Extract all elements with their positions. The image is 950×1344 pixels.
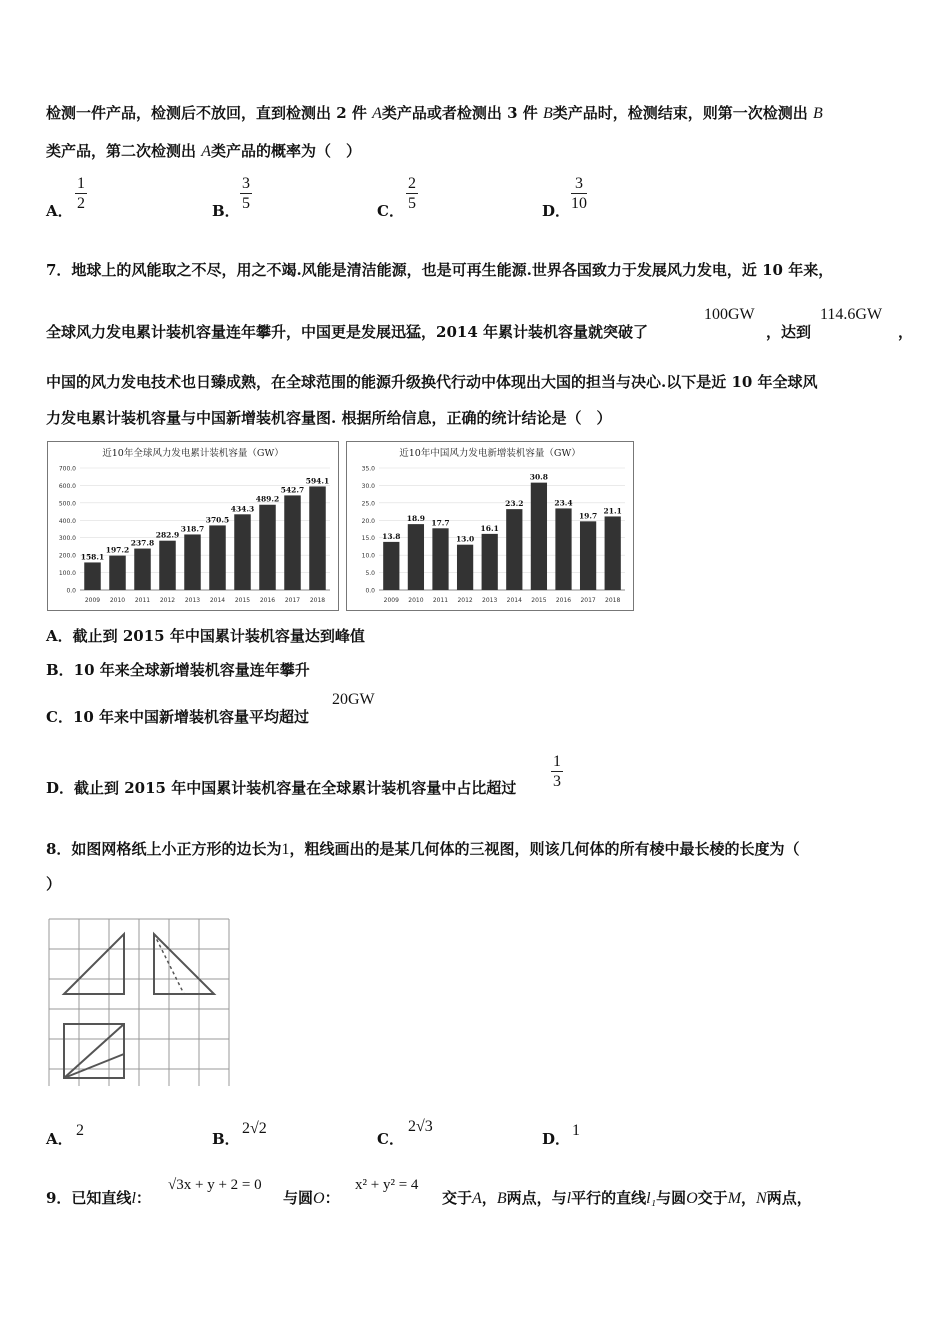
bar-2011 — [134, 549, 151, 590]
x-tick-label: 2014 — [506, 597, 522, 604]
q6-option-a-fraction: $\frac{1}{2}$ — [77, 175, 85, 212]
y-tick-label: 600.0 — [58, 482, 76, 490]
q7-line3: 中国的风力发电技术也日臻成熟，在全球范围的能源升级换代行动中体现出大国的担当与决心.以下是近 10 年全球风 — [46, 373, 818, 391]
three-view-grid-figure — [46, 918, 232, 1088]
q7-line2-mid: ，达到 — [766, 323, 812, 341]
q6-option-b-fraction: $\frac{3}{5}$ — [242, 175, 250, 212]
data-label-2018: 21.1 — [603, 506, 622, 516]
side-view-triangle — [154, 934, 214, 994]
q6-option-c[interactable]: C． — [377, 202, 404, 220]
x-tick-label: 2011 — [134, 597, 151, 604]
data-label-2009: 13.8 — [382, 531, 401, 541]
bar-2016 — [555, 508, 571, 590]
top-view-diagonal-2 — [64, 1054, 124, 1078]
q7-option-a[interactable]: A．截止到 2015 年中国累计装机容量达到峰值 — [46, 627, 365, 645]
data-label-2012: 13.0 — [455, 534, 475, 544]
data-label-2013: 318.7 — [180, 524, 205, 534]
data-label-2015: 30.8 — [529, 472, 549, 482]
china-new-capacity-chart — [346, 441, 634, 611]
bar-2013 — [184, 534, 201, 590]
y-tick-label: 0.0 — [365, 587, 375, 595]
q8-line1: 8．如图网格纸上小正方形的边长为1，粗线画出的是某几何体的三视图，则该几何体的所有棱中最长棱的长度为（ — [46, 840, 800, 858]
x-tick-label: 2015 — [234, 597, 251, 604]
data-label-2009: 158.1 — [80, 552, 105, 562]
top-view — [64, 1024, 124, 1078]
q7-option-d-fraction: $\frac{1}{3}$ — [553, 753, 561, 790]
front-view-triangle — [64, 934, 124, 994]
q9-line-equation: √3x + y + 2 = 0 — [168, 1177, 262, 1193]
q6-option-d-fraction: $\frac{3}{10}$ — [571, 175, 587, 212]
q8-option-b-value: 2√2 — [242, 1120, 267, 1137]
q9-text-c: 交于A，B两点，与l平行的直线l₁与圆O交于M，N两点， — [442, 1189, 812, 1207]
data-label-2010: 18.9 — [406, 514, 426, 524]
y-tick-label: 15.0 — [361, 535, 375, 543]
bar-2015 — [234, 514, 251, 590]
x-tick-label: 2015 — [531, 597, 547, 604]
bar-2015 — [531, 483, 547, 590]
y-tick-label: 20.0 — [361, 517, 375, 525]
y-tick-label: 400.0 — [58, 517, 76, 525]
x-tick-label: 2018 — [605, 597, 621, 604]
q6-line1: 检测一件产品，检测后不放回，直到检测出 2 件 A类产品或者检测出 3 件 B类产品时，检测结束，则第一次检测出 B — [46, 104, 823, 122]
bar-2009 — [84, 562, 101, 590]
bar-2014 — [506, 509, 522, 590]
bar-2013 — [482, 534, 498, 590]
data-label-2016: 489.2 — [255, 494, 280, 504]
q7-line2: 全球风力发电累计装机容量连年攀升，中国更是发展迅猛，2014 年累计装机容量就突破了 — [46, 323, 648, 341]
bar-2011 — [432, 528, 448, 590]
q8-option-c[interactable]: C． — [377, 1130, 404, 1148]
x-tick-label: 2012 — [457, 597, 473, 604]
bar-2012 — [159, 541, 176, 590]
chart-title: 近10年全球风力发电累计装机容量（GW） — [102, 448, 284, 459]
x-tick-label: 2017 — [580, 597, 596, 604]
q8-option-d-value: 1 — [572, 1122, 580, 1139]
data-label-2011: 237.8 — [130, 538, 155, 548]
y-tick-label: 30.0 — [361, 482, 375, 490]
bar-2017 — [580, 521, 596, 590]
bar-2012 — [457, 545, 473, 590]
front-view — [64, 934, 124, 994]
x-tick-label: 2011 — [432, 597, 449, 604]
bar-2014 — [209, 525, 226, 590]
q7-option-c[interactable]: C．10 年来中国新增装机容量平均超过 — [46, 708, 310, 726]
bar-2010 — [109, 556, 126, 590]
y-tick-label: 25.0 — [361, 500, 375, 508]
q7-option-b[interactable]: B．10 年来全球新增装机容量连年攀升 — [46, 661, 310, 679]
data-label-2013: 16.1 — [480, 523, 499, 533]
q6-option-a[interactable]: A． — [46, 202, 73, 220]
y-tick-label: 300.0 — [58, 535, 76, 543]
side-view — [154, 934, 214, 994]
y-tick-label: 200.0 — [58, 552, 76, 560]
grid-lines — [49, 919, 229, 1086]
y-tick-label: 100.0 — [58, 570, 76, 578]
bar-2009 — [383, 542, 399, 590]
x-tick-label: 2013 — [482, 597, 498, 604]
x-tick-label: 2012 — [159, 597, 176, 604]
x-tick-label: 2017 — [284, 597, 301, 604]
x-tick-label: 2018 — [309, 597, 326, 604]
data-label-2014: 370.5 — [205, 515, 230, 525]
x-tick-label: 2013 — [184, 597, 201, 604]
y-tick-label: 5.0 — [365, 570, 375, 578]
bar-2016 — [259, 505, 276, 590]
top-view-diagonal-1 — [64, 1024, 124, 1078]
q9-text-b: 与圆O： — [283, 1189, 340, 1207]
q6-option-c-fraction: $\frac{2}{5}$ — [408, 175, 416, 212]
y-tick-label: 0.0 — [66, 587, 76, 595]
china-new-capacity-chart-svg — [347, 442, 633, 610]
data-label-2012: 282.9 — [155, 530, 180, 540]
data-label-2011: 17.7 — [431, 518, 450, 528]
x-tick-label: 2016 — [555, 597, 572, 604]
q9-line1: 9．已知直线l： — [46, 1189, 151, 1207]
q6-option-d[interactable]: D． — [542, 202, 571, 220]
bar-2018 — [605, 516, 621, 590]
data-label-2016: 23.4 — [554, 498, 573, 508]
x-tick-label: 2009 — [84, 597, 101, 604]
q7-value-100gw: 100GW — [704, 306, 755, 323]
y-tick-label: 35.0 — [361, 465, 375, 473]
bar-2017 — [284, 495, 301, 590]
q7-option-c-value: 20GW — [332, 691, 375, 708]
q7-line2-end: ， — [898, 323, 914, 341]
x-tick-label: 2010 — [408, 597, 424, 604]
q8-option-a-value: 2 — [76, 1122, 84, 1139]
chart-title: 近10年中国风力发电新增装机容量（GW） — [399, 448, 581, 459]
q8-option-b[interactable]: B． — [212, 1130, 240, 1148]
q6-line2: 类产品，第二次检测出 A类产品的概率为（ ） — [46, 142, 362, 160]
q7-value-114gw: 114.6GW — [820, 306, 883, 323]
q8-option-c-value: 2√3 — [408, 1118, 433, 1135]
bar-2010 — [408, 524, 424, 590]
q8-line2: ） — [46, 875, 62, 893]
q9-circle-equation: x² + y² = 4 — [355, 1177, 419, 1193]
bar-2018 — [309, 486, 326, 590]
data-label-2015: 434.3 — [230, 504, 255, 514]
x-tick-label: 2009 — [383, 597, 399, 604]
q6-option-b[interactable]: B． — [212, 202, 240, 220]
global-capacity-chart — [47, 441, 339, 611]
q8-option-d[interactable]: D． — [542, 1130, 571, 1148]
q7-line1: 7．地球上的风能取之不尽，用之不竭.风能是清洁能源，也是可再生能源.世界各国致力于发展风力发电，近 10 年来， — [46, 261, 834, 279]
y-tick-label: 500.0 — [58, 500, 76, 508]
data-label-2010: 197.2 — [105, 545, 130, 555]
x-tick-label: 2010 — [109, 597, 126, 604]
q7-option-d[interactable]: D．截止到 2015 年中国累计装机容量在全球累计装机容量中占比超过 — [46, 779, 517, 797]
data-label-2017: 19.7 — [578, 511, 598, 521]
x-tick-label: 2014 — [209, 597, 226, 604]
data-label-2014: 23.2 — [505, 499, 524, 509]
q7-line4: 力发电累计装机容量与中国新增装机容量图. 根据所给信息，正确的统计结论是（ ） — [46, 409, 612, 427]
global-capacity-chart-svg — [48, 442, 338, 610]
data-label-2018: 594.1 — [305, 476, 330, 486]
y-tick-label: 10.0 — [361, 552, 375, 560]
q8-option-a[interactable]: A． — [46, 1130, 73, 1148]
y-tick-label: 700.0 — [58, 465, 76, 473]
data-label-2017: 542.7 — [280, 485, 305, 495]
x-tick-label: 2016 — [259, 597, 276, 604]
